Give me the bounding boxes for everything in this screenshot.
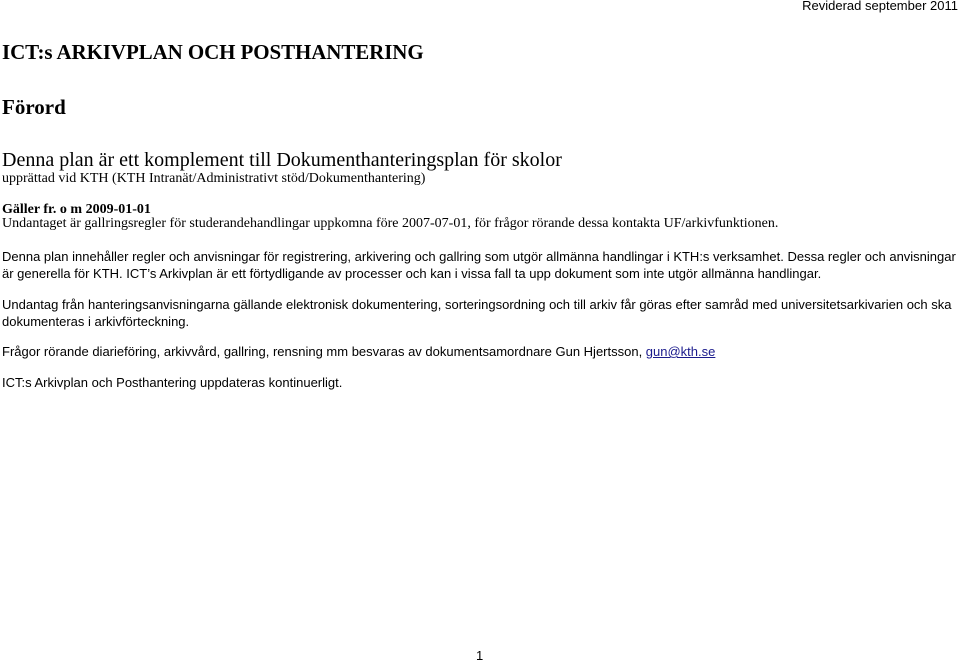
paragraph-scope: Denna plan innehåller regler och anvisningar för registrering, arkivering och gallring som utgör allmänna handlingar i KTH:s verksamhet. Dessa regler och anvisningar är generella för KTH. ICT’s Arkivplan är ett förtydligande av processer och kan i vissa fall ta upp dokument som inte utgör allmänna handlingar.: [2, 249, 956, 281]
foreword-heading: Förord: [2, 95, 66, 119]
paragraph-updates: ICT:s Arkivplan och Posthantering uppdateras kontinuerligt.: [2, 375, 343, 390]
validity-exception-text: Undantaget är gallringsregler för studerandehandlingar uppkomna före 2007-07-01, för frågor rörande dessa kontakta UF/arkivfunktionen.: [2, 216, 779, 231]
page-number: 1: [476, 648, 484, 663]
paragraph-contact: [2, 343, 958, 360]
revision-note: Reviderad september 2011: [802, 0, 958, 13]
contact-text: Frågor rörande diarieföring, arkivvård, gallring, rensning mm besvaras av dokumentsamordnare Gun Hjertsson,: [2, 344, 646, 359]
contact-email-link[interactable]: gun@kth.se: [645, 344, 716, 359]
document-title: ICT:s ARKIVPLAN OCH POSTHANTERING: [2, 40, 424, 64]
validity-label: Gäller fr. o m 2009-01-01: [2, 202, 151, 217]
subtitle-note: upprättad vid KTH (KTH Intranät/Administrativt stöd/Dokumenthantering): [2, 171, 426, 186]
document-subtitle: Denna plan är ett komplement till Dokumenthanteringsplan för skolor: [2, 149, 562, 171]
paragraph-exceptions: Undantag från hanteringsanvisningarna gällande elektronisk dokumentering, sorteringsordning och till arkiv får göras efter samråd med universitetsarkivarien och ska dokumenteras i arkivförteckning.: [2, 297, 952, 329]
